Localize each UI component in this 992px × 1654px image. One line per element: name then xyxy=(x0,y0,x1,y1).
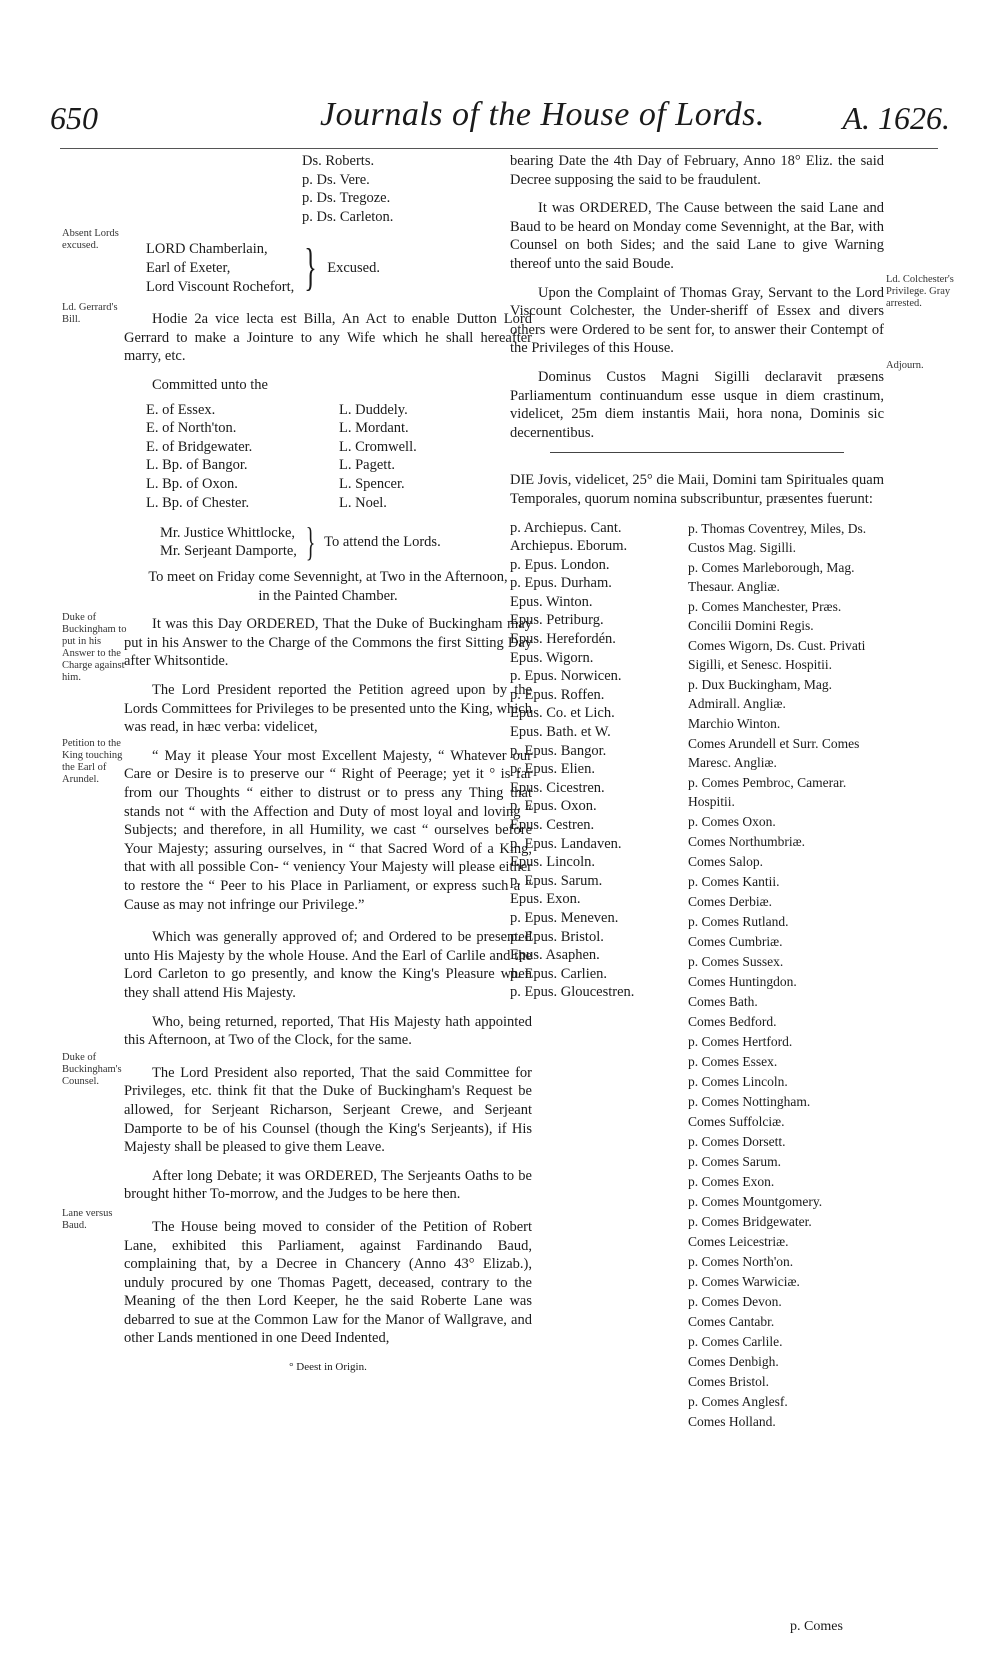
spiritual-lord: Epus. Lincoln. xyxy=(510,854,595,871)
temporal-lord: p. Comes Anglesf. xyxy=(688,1393,788,1409)
temporal-lord: Marchio Winton. xyxy=(688,715,781,731)
temporal-lord: p. Comes Bridgewater. xyxy=(688,1213,812,1229)
spiritual-lord: Epus. Petriburg. xyxy=(510,612,604,629)
margin-note: Petition to the King touching the Earl of Arundel. xyxy=(62,738,123,785)
temporal-lord: p. Comes Devon. xyxy=(688,1293,782,1309)
spiritual-lord: p. Epus. Bangor. xyxy=(510,742,607,759)
attend-lords xyxy=(160,519,532,565)
counsel-text: The Lord President also reported, That the said Committee for Privileges, etc. think fit that the Duke of Buckingham's Request be allowed, for Serjeant Richarson, Serjeant Crewe, and Serjeant Damporte to be of his Counsel (though the King's Serjeants), if His Majesty shall be pleased to give them Leave. xyxy=(124,1064,532,1156)
temporal-lord: Comes Wigorn, Ds. Cust. Privati Sigilli, et Senesc. Hospitii. xyxy=(688,637,866,672)
temporal-lord: p. Comes Mountgomery. xyxy=(688,1193,823,1209)
spiritual-lord: Epus. Wigorn. xyxy=(510,649,594,666)
spiritual-lord: Epus. Asaphen. xyxy=(510,947,600,964)
adjournment: Dominus Custos Magni Sigilli declaravit præsens Parliamentum continuandum esse usque in diem crastinum, videlicet, 25m diem instantis Maii, hora nona, Dominis sic decernentibus. xyxy=(510,368,884,441)
list-item: Ds. Roberts. xyxy=(302,153,375,169)
temporal-lord: p. Comes Dorsett. xyxy=(688,1133,786,1149)
temporal-lord: Comes Huntingdon. xyxy=(688,973,797,989)
spiritual-lord: p. Epus. Bristol. xyxy=(510,928,604,945)
spiritual-lord: Epus. Exon. xyxy=(510,891,581,908)
committee-member: L. Cromwell. xyxy=(339,438,417,455)
margin-note: Ld. Gerrard's Bill. xyxy=(62,302,118,325)
spiritual-lord: Epus. Cestren. xyxy=(510,817,595,833)
year-heading: A. 1626. xyxy=(842,100,950,136)
temporal-lord: p. Comes Marleborough, Mag. Thesaur. Angliæ. xyxy=(688,559,855,594)
attend-label: To attend the Lords. xyxy=(324,533,441,550)
temporal-lord: Comes Denbigh. xyxy=(688,1353,779,1369)
absent-name: Earl of Exeter, xyxy=(146,259,231,276)
section-rule xyxy=(550,452,844,453)
spiritual-lord: Epus. Winton. xyxy=(510,593,593,610)
committee-member: E. of Essex. xyxy=(146,401,216,418)
committee-member: L. Pagett. xyxy=(339,457,395,474)
list-item: p. Ds. Vere. xyxy=(302,171,370,188)
top-list xyxy=(302,152,532,226)
spiritual-lord: p. Epus. Durham. xyxy=(510,575,612,592)
temporal-lord: p. Comes Essex. xyxy=(688,1053,778,1069)
spiritual-lord: Epus. Cicestren. xyxy=(510,779,605,796)
spiritual-lord: p. Epus. Roffen. xyxy=(510,686,605,703)
returned-text: Who, being returned, reported, That His Majesty hath appointed this Afternoon, at Two of the Clock, for the same. xyxy=(124,1013,532,1049)
list-item: p. Ds. Carleton. xyxy=(302,208,394,225)
temporal-lord: p. Comes Oxon. xyxy=(688,813,776,829)
margin-note: Duke of Buckingham to put in his Answer to the Charge against him. xyxy=(62,612,127,683)
temporal-lord: p. Comes Carlile. xyxy=(688,1333,783,1349)
committee-member: L. Bp. of Chester. xyxy=(146,494,250,511)
spiritual-lord: p. Epus. Carlien. xyxy=(510,965,608,982)
page-number: 650 xyxy=(50,100,98,136)
temporal-lord: p. Comes Nottingham. xyxy=(688,1093,811,1109)
temporal-lord: p. Comes North'on. xyxy=(688,1253,794,1269)
committee-member: L. Mordant. xyxy=(339,420,409,437)
temporal-lord: p. Comes Pembroc, Camerar. Hospitii. xyxy=(688,774,847,809)
temporal-lord: p. Comes Rutland. xyxy=(688,913,789,929)
temporal-lord: Comes Bedford. xyxy=(688,1013,777,1029)
margin-note: Lane versus Baud. xyxy=(62,1208,113,1231)
spiritual-lord: p. Epus. Oxon. xyxy=(510,798,597,815)
spiritual-lord: p. Epus. Elien. xyxy=(510,761,595,778)
spiritual-lord: p. Archiepus. Cant. xyxy=(510,519,622,536)
colchester-complaint: Upon the Complaint of Thomas Gray, Servant to the Lord Viscount Colchester, the Under-sheriff of Essex and divers others were Ordered to be sent for, to answer their Contempt of the Privileges of this House. xyxy=(510,284,884,357)
temporal-lords xyxy=(688,519,884,1432)
catchword: p. Comes xyxy=(790,1619,843,1634)
committee-member: L. Bp. of Bangor. xyxy=(146,457,248,474)
page-header xyxy=(50,96,950,142)
president-report: The Lord President reported the Petition agreed upon by the Lords Committees for Privileges to be presented unto the King, which was read, in hæc verba: videlicet, xyxy=(124,682,532,736)
lane-continued: bearing Date the 4th Day of February, Anno 18° Eliz. the said Decree supposing the said to be fraudulent. xyxy=(510,153,884,188)
spiritual-lord: Epus. Bath. et W. xyxy=(510,724,611,741)
excused-label: Excused. xyxy=(327,259,380,276)
temporal-lord: p. Comes Lincoln. xyxy=(688,1073,788,1089)
spiritual-lord: p. Epus. London. xyxy=(510,556,610,573)
temporal-lord: Comes Cumbriæ. xyxy=(688,933,783,949)
temporal-lord: Comes Cantabr. xyxy=(688,1313,775,1329)
attend-name: Mr. Justice Whittlocke, xyxy=(160,524,296,541)
absent-lords xyxy=(146,240,532,296)
spiritual-lord: p. Epus. Gloucestren. xyxy=(510,984,635,1001)
attendance-lists xyxy=(510,519,884,1432)
temporal-lord: Comes Northumbriæ. xyxy=(688,833,805,849)
temporal-lord: p. Comes Warwiciæ. xyxy=(688,1273,800,1289)
brace: } xyxy=(304,239,317,297)
journal-title: Journals of the House of Lords. xyxy=(320,96,765,133)
spiritual-lord: Epus. Co. et Lich. xyxy=(510,705,615,722)
temporal-lord: Comes Suffolciæ. xyxy=(688,1113,785,1129)
temporal-lord: Comes Bath. xyxy=(688,993,758,1009)
spiritual-lord: p. Epus. Meneven. xyxy=(510,909,619,926)
committee-member: L. Bp. of Oxon. xyxy=(146,475,238,492)
committee-member: L. Noel. xyxy=(339,494,387,511)
temporal-lord: Comes Holland. xyxy=(688,1413,776,1429)
spiritual-lords xyxy=(510,519,688,1432)
temporal-lord: p. Comes Kantii. xyxy=(688,873,780,889)
temporal-lord: p. Comes Hertford. xyxy=(688,1033,793,1049)
brace: } xyxy=(305,519,316,565)
committee-list xyxy=(146,401,532,513)
temporal-lord: p. Comes Exon. xyxy=(688,1173,775,1189)
temporal-lord: Comes Bristol. xyxy=(688,1373,770,1389)
buckingham-order: It was this Day ORDERED, That the Duke of Buckingham may put in his Answer to the Charge of the Commons the first Sitting Day after Whitsontide. xyxy=(124,616,532,670)
margin-note: Duke of Buckingham's Counsel. xyxy=(62,1052,122,1087)
spiritual-lord: p. Epus. Landaven. xyxy=(510,835,622,852)
committee-member: L. Spencer. xyxy=(339,475,405,492)
temporal-lord: p. Comes Manchester, Præs. Concilii Domini Regis. xyxy=(688,598,842,633)
lane-order: It was ORDERED, The Cause between the said Lane and Baud to be heard on Monday come Sevennight, at the Bar, with Counsel on both Sides; and the said Lane to give Warning thereof unto the said Boude. xyxy=(510,200,884,272)
margin-note: Adjourn. xyxy=(886,360,924,371)
committee-member: L. Duddely. xyxy=(339,401,408,418)
meeting-notice: To meet on Friday come Sevennight, at Two in the Afternoon, in the Painted Chamber. xyxy=(148,569,508,604)
margin-note: Ld. Colchester's Privilege. Gray arrested. xyxy=(886,274,954,309)
approved-text: Which was generally approved of; and Ordered to be presented unto His Majesty by the whole House. And the Earl of Carlile and the Lord Carleton to go presently, and know the King's Pleasure when they shall attend His Majesty. xyxy=(124,929,532,1001)
temporal-lord: p. Thomas Coventrey, Miles, Ds. Custos Mag. Sigilli. xyxy=(688,520,867,555)
debate-text: After long Debate; it was ORDERED, The Serjeants Oaths to be brought hither To-morrow, and the Judges to be here then. xyxy=(124,1167,532,1203)
temporal-lord: p. Comes Sarum. xyxy=(688,1153,781,1169)
right-column xyxy=(510,152,884,1432)
list-item: p. Ds. Tregoze. xyxy=(302,190,391,207)
temporal-lord: Comes Leicestriæ. xyxy=(688,1233,789,1249)
committed-label: Committed unto the xyxy=(152,376,268,393)
margin-note: Absent Lords excused. xyxy=(62,228,119,251)
temporal-lord: p. Dux Buckingham, Mag. Admirall. Angliæ. xyxy=(688,676,832,711)
committee-member: E. of North'ton. xyxy=(146,420,237,437)
attend-name: Mr. Serjeant Damporte, xyxy=(160,543,297,560)
left-column xyxy=(124,152,532,1387)
absent-name: Lord Viscount Rochefort, xyxy=(146,278,295,295)
die-jovis-heading: DIE Jovis, videlicet, 25° die Maii, Domini tam Spirituales quam Temporales, quorum nomina subscribuntur, præsentes fuerunt: xyxy=(510,472,884,507)
temporal-lord: p. Comes Sussex. xyxy=(688,953,784,969)
temporal-lord: Comes Arundell et Surr. Comes Maresc. Angliæ. xyxy=(688,735,860,770)
spiritual-lord: p. Epus. Norwicen. xyxy=(510,668,622,685)
lane-petition: The House being moved to consider of the Petition of Robert Lane, exhibited this Parliament, against Fardinando Baud, complaining that, by a Decree in Chancery (Anno 43° Elizab.), unduly procured by one Thomas Pagett, deceased, contrary to the Meaning of the then Lord Keeper, he the said Roberte Lane was debarred to sue at the Common Law for the Manor of Wallgrave, and other Lands mentioned in one Deed Indented, xyxy=(124,1218,532,1347)
footnote: ° Deest in Origin. xyxy=(289,1361,367,1374)
absent-name: LORD Chamberlain, xyxy=(146,241,268,258)
temporal-lord: Comes Derbiæ. xyxy=(688,893,772,909)
petition-text: “ May it please Your most Excellent Majesty, “ Whatever our Care or Desire is to preserve our “ Right of Peerage; yet it ° is far from our Thoughts “ either to distrust or to press any Thing that stands not “ with the Affection and Duty of most loyal and loving “ Subjects; and therefore, in all Humility, we cast “ ourselves before Your Majesty; assuring ourselves, in “ that Sacred Word of a King, that with all possible Con- “ veniency Your Majesty will please either to restore the “ Peer to his Place in Parliament, or express such a “ Cause as may not infringe our Privilege.” xyxy=(124,747,532,913)
gerrard-bill: Hodie 2a vice lecta est Billa, An Act to enable Dutton Lord Gerrard to make a Jointure to any Wife which he shall hereafter marry, etc. xyxy=(124,311,532,365)
spiritual-lord: Epus. Herefordén. xyxy=(510,631,616,648)
committee-member: E. of Bridgewater. xyxy=(146,438,253,455)
temporal-lord: Comes Salop. xyxy=(688,853,764,869)
spiritual-lord: p. Epus. Sarum. xyxy=(510,872,603,889)
header-rule xyxy=(60,148,938,149)
spiritual-lord: Archiepus. Eborum. xyxy=(510,538,628,555)
